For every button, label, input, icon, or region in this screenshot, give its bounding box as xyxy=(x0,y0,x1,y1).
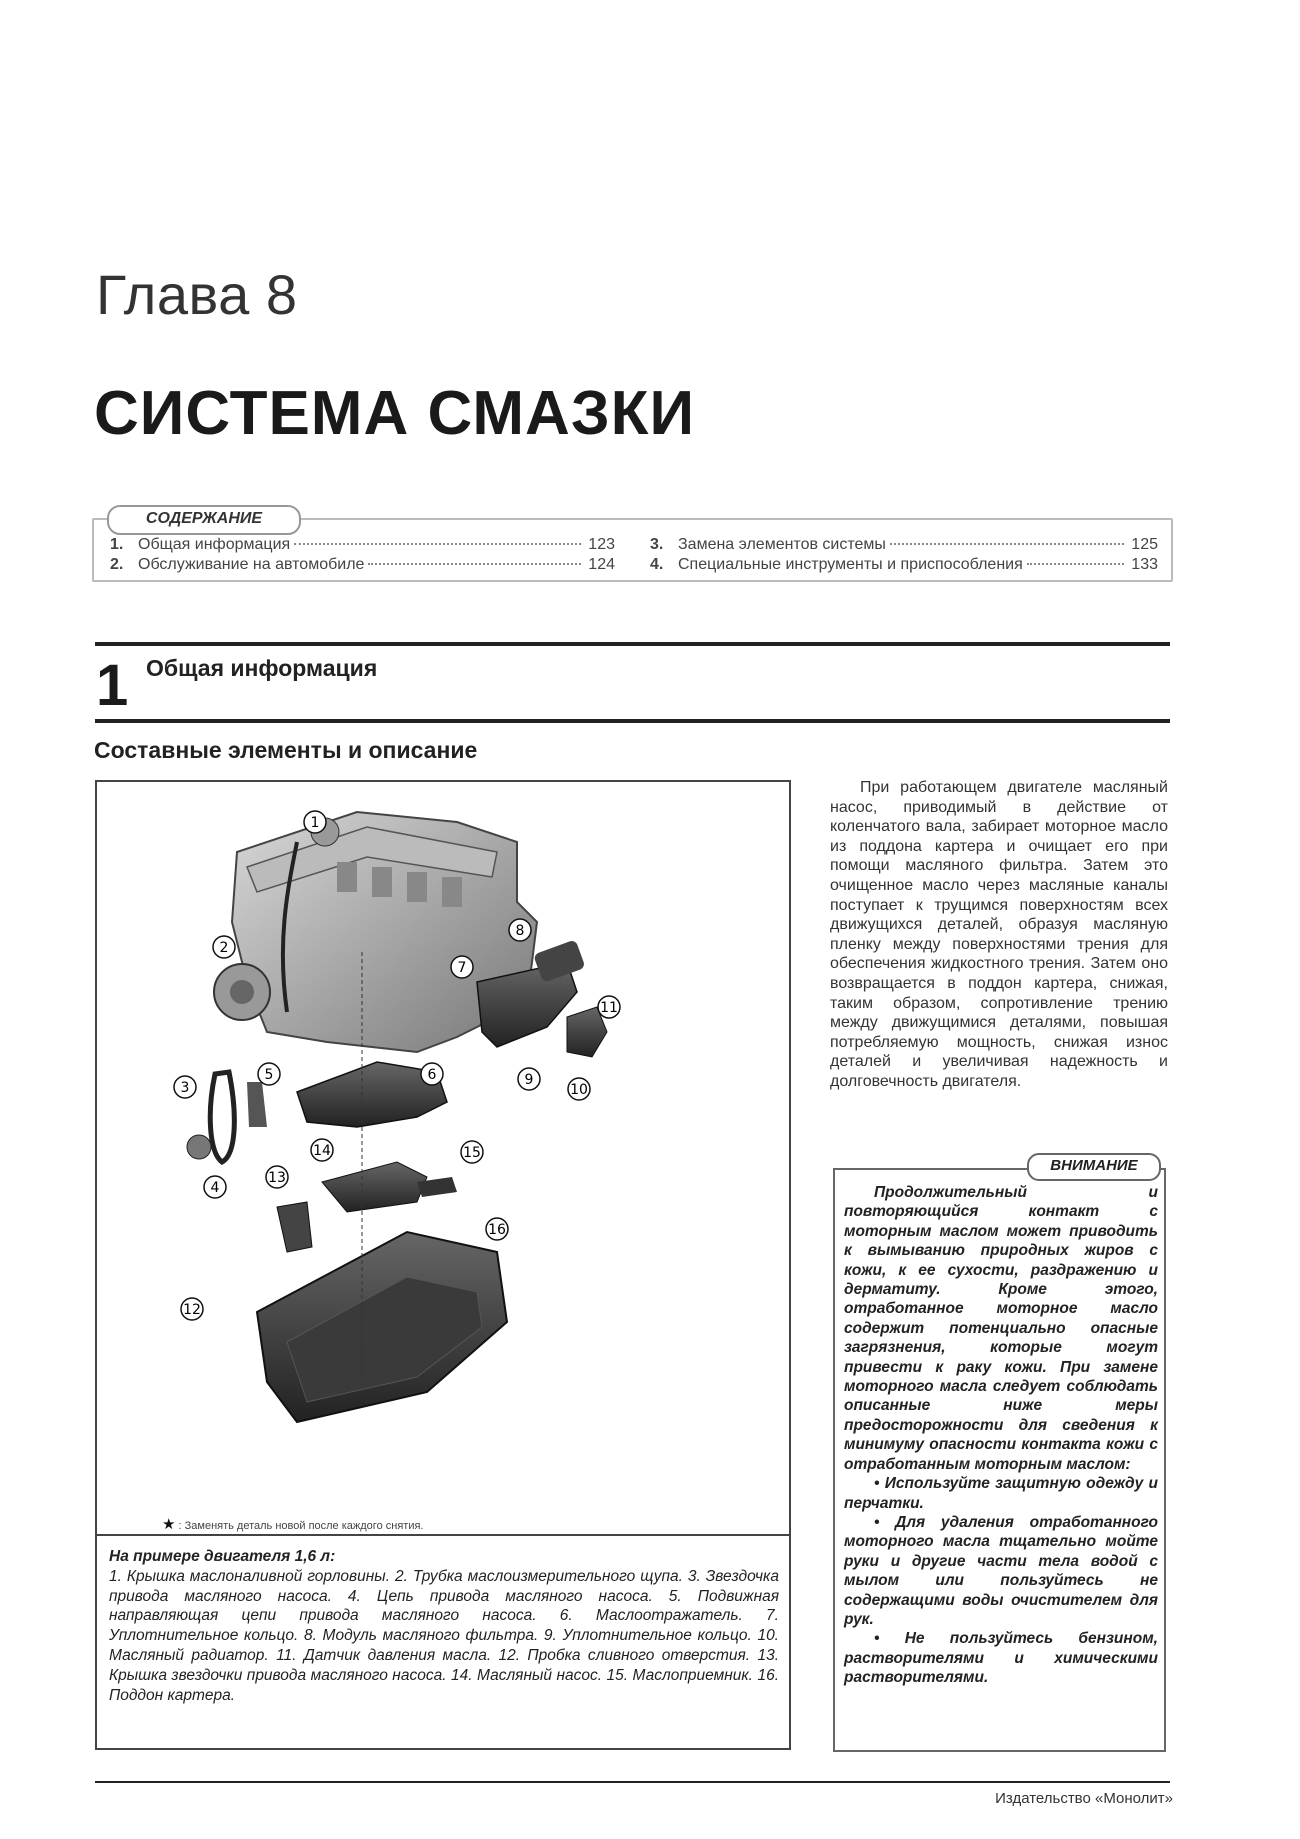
chapter-label: Глава 8 xyxy=(96,263,298,326)
subsection-title: Составные элементы и описание xyxy=(94,737,478,763)
toc-item-title: Замена элементов системы xyxy=(678,536,886,553)
warning-bullet: • Не пользуйтесь бензином, растворителями и химическими растворителями. xyxy=(844,1630,1158,1687)
caption-body: 1. Крышка маслоналивной горловины. 2. Трубка маслоизмерительного щупа. 3. Звездочка привода масляного насоса. 4. Цепь привода масляного насоса. 5. Подвижная направляющая цепи привода масляного насоса. 6. Маслоотражатель. 7. Уплотнительное кольцо. 8. Модуль масляного фильтра. 9. Уплотнительное кольцо. 10. Масляный радиатор. 11. Датчик давления масла. 12. Пробка сливного отверстия. 13. Крышка звездочки привода масляного насоса. 14. Масляный насос. 15. Маслоприемник. 16. Поддон картера. xyxy=(109,1567,779,1704)
toc-item-2[interactable] xyxy=(110,556,615,574)
callout-8 xyxy=(509,919,531,941)
publisher-name: Издательство «Монолит» xyxy=(995,1790,1173,1807)
svg-text:10: 10 xyxy=(570,1082,588,1098)
callout-7 xyxy=(451,956,473,978)
replace-part-note-text: : Заменять деталь новой после каждого снятия. xyxy=(178,1520,424,1532)
svg-text:7: 7 xyxy=(457,960,467,976)
drive-chain xyxy=(210,1072,234,1162)
footer-rule xyxy=(95,1781,1170,1783)
warning-bullet: • Для удаления отработанного моторного масла тщательно мойте руки и другие части тела водой с мылом или пользуйтесь не содержащими воды очистителем для рук. xyxy=(844,1513,1158,1628)
toc-heading: СОДЕРЖАНИЕ xyxy=(107,505,301,535)
replace-part-note xyxy=(162,1515,423,1533)
toc-item-number: 2. xyxy=(110,556,124,573)
toc-item-title: Общая информация xyxy=(138,536,291,553)
svg-text:6: 6 xyxy=(427,1067,437,1083)
callout-11 xyxy=(598,996,620,1018)
callout-12 xyxy=(181,1298,203,1320)
svg-text:8: 8 xyxy=(515,923,525,939)
callout-1 xyxy=(304,811,326,833)
toc-item-4[interactable] xyxy=(650,556,1158,574)
svg-text:9: 9 xyxy=(524,1072,534,1088)
callout-6 xyxy=(421,1063,443,1085)
callout-15 xyxy=(461,1141,483,1163)
callout-16 xyxy=(486,1218,508,1240)
callout-10 xyxy=(568,1078,590,1100)
toc-item-page: 133 xyxy=(1131,556,1158,573)
section-top-rule xyxy=(95,642,1170,646)
figure-caption xyxy=(109,1547,779,1705)
warning-text xyxy=(844,1183,1158,1688)
callout-9 xyxy=(518,1068,540,1090)
toc-item-page: 123 xyxy=(588,536,615,553)
svg-text:4: 4 xyxy=(210,1180,220,1196)
toc-item-number: 4. xyxy=(650,556,664,573)
svg-text:15: 15 xyxy=(463,1145,481,1161)
callout-14 xyxy=(311,1139,333,1161)
toc-leader xyxy=(890,543,1124,545)
toc-item-3[interactable] xyxy=(650,536,1158,554)
callout-4 xyxy=(204,1176,226,1198)
svg-text:14: 14 xyxy=(313,1143,331,1159)
figure-frame xyxy=(95,780,791,1536)
callout-2 xyxy=(213,936,235,958)
oil-pump xyxy=(322,1162,427,1212)
section-bottom-rule xyxy=(95,719,1170,723)
callout-5 xyxy=(258,1063,280,1085)
warning-paragraph: Продолжительный и повторяющийся контакт с моторным маслом может приводить к вымыванию природных жиров с кожи, к ее сухости, раздражению и дерматиту. Кроме этого, отработанное моторное масло содержит потенциально опасные загрязнения, которые могут привести к раку кожи. При замене моторного масла следует соблюдать описанные ниже меры предосторожности для сведения к минимуму опасности контакта кожи с отработанным моторным маслом: xyxy=(844,1184,1158,1473)
toc-leader xyxy=(294,543,581,545)
svg-text:12: 12 xyxy=(183,1302,201,1318)
toc-item-title: Обслуживание на автомобиле xyxy=(138,556,365,573)
svg-text:16: 16 xyxy=(488,1222,506,1238)
toc-item-number: 3. xyxy=(650,536,664,553)
caption-lead: На примере двигателя 1,6 л: xyxy=(109,1548,336,1565)
toc-item-page: 125 xyxy=(1131,536,1158,553)
section-number: 1 xyxy=(96,653,129,718)
section-title: Общая информация xyxy=(146,655,378,681)
svg-text:13: 13 xyxy=(268,1170,286,1186)
warning-bullet: • Используйте защитную одежду и перчатки. xyxy=(844,1475,1158,1512)
toc-item-number: 1. xyxy=(110,536,124,553)
warning-heading: ВНИМАНИЕ xyxy=(1027,1153,1161,1181)
description-paragraph: При работающем двигателе масляный насос, приводимый в действие от коленчатого вала, забирает моторное масло из поддона картера и очищает его при помощи масляного фильтра. Затем это очищенное масло через масляные каналы поступает к трущимся поверхностям всех движущихся деталей, образуя масляную пленку между поверхностями трения для обеспечения жидкостного трения. Затем оно возвращается в поддон картера, снижая, таким образом, сопротивление трению между движущимися деталями, повышая потребляемую мощность, снижая износ деталей и увеличивая надежность и долговечность двигателя. xyxy=(830,779,1168,1090)
svg-text:2: 2 xyxy=(219,940,229,956)
svg-text:11: 11 xyxy=(600,1000,618,1016)
star-icon: ★ xyxy=(162,1516,176,1533)
svg-text:1: 1 xyxy=(310,815,320,831)
toc-leader xyxy=(1027,563,1124,565)
svg-text:5: 5 xyxy=(264,1067,274,1083)
toc-leader xyxy=(368,563,581,565)
toc-item-title: Специальные инструменты и приспособления xyxy=(678,556,1023,573)
toc-item-1[interactable] xyxy=(110,536,615,554)
svg-text:3: 3 xyxy=(180,1080,190,1096)
toc-item-page: 124 xyxy=(588,556,615,573)
callout-13 xyxy=(266,1166,288,1188)
engine-lubrication-diagram xyxy=(97,782,789,1534)
chapter-title: СИСТЕМА СМАЗКИ xyxy=(94,379,696,448)
callout-3 xyxy=(174,1076,196,1098)
